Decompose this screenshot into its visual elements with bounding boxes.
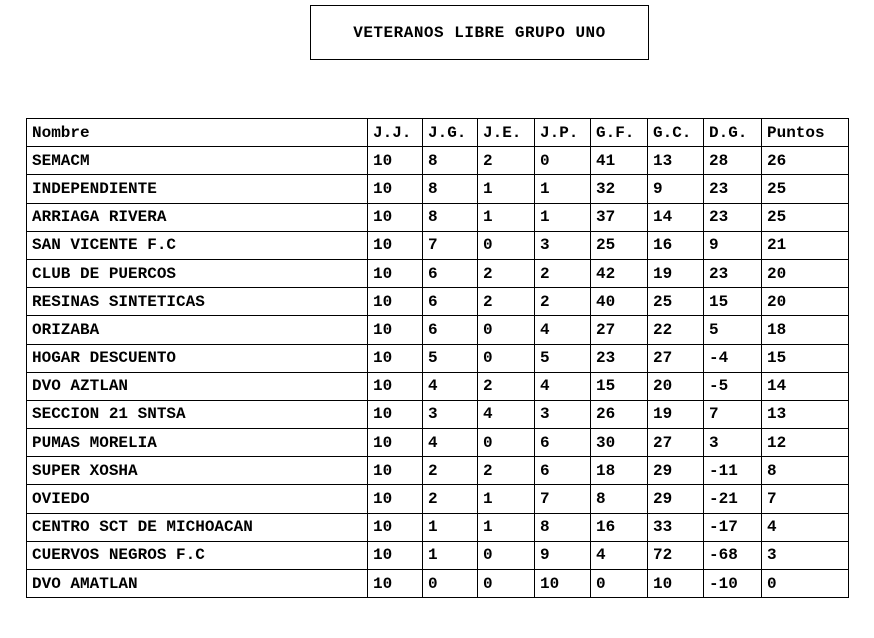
cell-puntos: 21 — [762, 231, 849, 259]
header-nombre: Nombre — [27, 119, 368, 147]
cell-jj: 10 — [368, 288, 423, 316]
cell-gc: 10 — [648, 570, 704, 598]
cell-jj: 10 — [368, 485, 423, 513]
cell-jj: 10 — [368, 231, 423, 259]
cell-dg: -21 — [704, 485, 762, 513]
cell-team-name: SAN VICENTE F.C — [27, 231, 368, 259]
cell-jg: 8 — [423, 147, 478, 175]
cell-jj: 10 — [368, 175, 423, 203]
cell-jj: 10 — [368, 400, 423, 428]
table-row — [27, 344, 849, 372]
cell-dg: 23 — [704, 175, 762, 203]
cell-jj: 10 — [368, 259, 423, 287]
cell-team-name: SUPER XOSHA — [27, 457, 368, 485]
cell-gc: 19 — [648, 259, 704, 287]
table-row — [27, 316, 849, 344]
cell-jp: 9 — [535, 541, 591, 569]
cell-team-name: OVIEDO — [27, 485, 368, 513]
table-row — [27, 203, 849, 231]
cell-jg: 3 — [423, 400, 478, 428]
cell-jp: 7 — [535, 485, 591, 513]
cell-team-name: DVO AZTLAN — [27, 372, 368, 400]
cell-puntos: 3 — [762, 541, 849, 569]
header-gf: G.F. — [591, 119, 648, 147]
cell-dg: -5 — [704, 372, 762, 400]
cell-dg: 28 — [704, 147, 762, 175]
table-row — [27, 175, 849, 203]
cell-jg: 6 — [423, 288, 478, 316]
cell-jg: 8 — [423, 203, 478, 231]
cell-dg: 5 — [704, 316, 762, 344]
cell-jp: 2 — [535, 288, 591, 316]
cell-jj: 10 — [368, 203, 423, 231]
cell-gc: 72 — [648, 541, 704, 569]
cell-jp: 4 — [535, 316, 591, 344]
page-title: VETERANOS LIBRE GRUPO UNO — [310, 5, 649, 60]
cell-puntos: 26 — [762, 147, 849, 175]
header-jp: J.P. — [535, 119, 591, 147]
cell-dg: -17 — [704, 513, 762, 541]
cell-team-name: SECCION 21 SNTSA — [27, 400, 368, 428]
cell-puntos: 4 — [762, 513, 849, 541]
cell-jp: 4 — [535, 372, 591, 400]
cell-gc: 27 — [648, 429, 704, 457]
table-row — [27, 372, 849, 400]
cell-dg: -11 — [704, 457, 762, 485]
cell-gf: 32 — [591, 175, 648, 203]
table-row — [27, 457, 849, 485]
cell-jp: 3 — [535, 400, 591, 428]
cell-gf: 27 — [591, 316, 648, 344]
header-puntos: Puntos — [762, 119, 849, 147]
cell-jj: 10 — [368, 372, 423, 400]
cell-puntos: 15 — [762, 344, 849, 372]
cell-jp: 0 — [535, 147, 591, 175]
cell-jj: 10 — [368, 429, 423, 457]
cell-jg: 8 — [423, 175, 478, 203]
cell-gc: 16 — [648, 231, 704, 259]
cell-jg: 6 — [423, 316, 478, 344]
table-row — [27, 513, 849, 541]
cell-dg: 15 — [704, 288, 762, 316]
cell-jg: 5 — [423, 344, 478, 372]
cell-je: 0 — [478, 541, 535, 569]
cell-je: 2 — [478, 147, 535, 175]
cell-jg: 4 — [423, 372, 478, 400]
cell-gf: 42 — [591, 259, 648, 287]
cell-gf: 25 — [591, 231, 648, 259]
header-jg: J.G. — [423, 119, 478, 147]
cell-jg: 2 — [423, 485, 478, 513]
cell-dg: -4 — [704, 344, 762, 372]
table-body — [27, 147, 849, 598]
table-row — [27, 259, 849, 287]
header-row — [27, 119, 849, 147]
cell-jg: 6 — [423, 259, 478, 287]
cell-je: 2 — [478, 259, 535, 287]
cell-puntos: 7 — [762, 485, 849, 513]
cell-jp: 1 — [535, 203, 591, 231]
table-row — [27, 485, 849, 513]
cell-jj: 10 — [368, 147, 423, 175]
cell-jj: 10 — [368, 457, 423, 485]
cell-gf: 16 — [591, 513, 648, 541]
cell-dg: 23 — [704, 203, 762, 231]
header-je: J.E. — [478, 119, 535, 147]
cell-je: 0 — [478, 344, 535, 372]
cell-jp: 8 — [535, 513, 591, 541]
table-row — [27, 429, 849, 457]
cell-jg: 7 — [423, 231, 478, 259]
cell-team-name: CLUB DE PUERCOS — [27, 259, 368, 287]
cell-dg: -68 — [704, 541, 762, 569]
cell-dg: -10 — [704, 570, 762, 598]
cell-team-name: CENTRO SCT DE MICHOACAN — [27, 513, 368, 541]
cell-dg: 23 — [704, 259, 762, 287]
table-row — [27, 288, 849, 316]
cell-gc: 22 — [648, 316, 704, 344]
cell-gf: 41 — [591, 147, 648, 175]
table-row — [27, 231, 849, 259]
cell-gc: 27 — [648, 344, 704, 372]
cell-gf: 26 — [591, 400, 648, 428]
cell-puntos: 18 — [762, 316, 849, 344]
cell-puntos: 25 — [762, 175, 849, 203]
cell-gf: 4 — [591, 541, 648, 569]
cell-gc: 14 — [648, 203, 704, 231]
cell-je: 0 — [478, 429, 535, 457]
cell-dg: 7 — [704, 400, 762, 428]
cell-jg: 2 — [423, 457, 478, 485]
table-row — [27, 570, 849, 598]
table-row — [27, 400, 849, 428]
table-row — [27, 541, 849, 569]
cell-jj: 10 — [368, 344, 423, 372]
cell-team-name: HOGAR DESCUENTO — [27, 344, 368, 372]
cell-puntos: 13 — [762, 400, 849, 428]
cell-puntos: 20 — [762, 288, 849, 316]
cell-jp: 3 — [535, 231, 591, 259]
cell-gf: 18 — [591, 457, 648, 485]
cell-gf: 40 — [591, 288, 648, 316]
cell-je: 2 — [478, 372, 535, 400]
cell-team-name: RESINAS SINTETICAS — [27, 288, 368, 316]
cell-gf: 23 — [591, 344, 648, 372]
cell-jp: 2 — [535, 259, 591, 287]
cell-je: 2 — [478, 288, 535, 316]
cell-puntos: 25 — [762, 203, 849, 231]
table-row — [27, 147, 849, 175]
cell-jp: 1 — [535, 175, 591, 203]
header-jj: J.J. — [368, 119, 423, 147]
cell-je: 1 — [478, 175, 535, 203]
header-gc: G.C. — [648, 119, 704, 147]
cell-team-name: DVO AMATLAN — [27, 570, 368, 598]
table-header — [27, 119, 849, 147]
cell-puntos: 14 — [762, 372, 849, 400]
cell-gf: 15 — [591, 372, 648, 400]
cell-gc: 29 — [648, 457, 704, 485]
cell-je: 0 — [478, 231, 535, 259]
cell-je: 1 — [478, 513, 535, 541]
cell-jg: 1 — [423, 513, 478, 541]
cell-gf: 8 — [591, 485, 648, 513]
cell-je: 2 — [478, 457, 535, 485]
cell-jg: 1 — [423, 541, 478, 569]
cell-gf: 0 — [591, 570, 648, 598]
cell-gc: 19 — [648, 400, 704, 428]
cell-jj: 10 — [368, 513, 423, 541]
cell-jg: 4 — [423, 429, 478, 457]
cell-jj: 10 — [368, 316, 423, 344]
cell-gc: 20 — [648, 372, 704, 400]
cell-team-name: ARRIAGA RIVERA — [27, 203, 368, 231]
header-dg: D.G. — [704, 119, 762, 147]
cell-je: 4 — [478, 400, 535, 428]
cell-je: 0 — [478, 316, 535, 344]
cell-jp: 10 — [535, 570, 591, 598]
cell-puntos: 8 — [762, 457, 849, 485]
cell-jj: 10 — [368, 541, 423, 569]
cell-team-name: CUERVOS NEGROS F.C — [27, 541, 368, 569]
cell-puntos: 12 — [762, 429, 849, 457]
cell-gf: 37 — [591, 203, 648, 231]
standings-table — [26, 118, 849, 598]
cell-team-name: ORIZABA — [27, 316, 368, 344]
cell-team-name: SEMACM — [27, 147, 368, 175]
cell-gc: 9 — [648, 175, 704, 203]
cell-dg: 3 — [704, 429, 762, 457]
cell-jg: 0 — [423, 570, 478, 598]
cell-jp: 5 — [535, 344, 591, 372]
cell-gf: 30 — [591, 429, 648, 457]
cell-je: 0 — [478, 570, 535, 598]
cell-team-name: INDEPENDIENTE — [27, 175, 368, 203]
cell-gc: 29 — [648, 485, 704, 513]
cell-dg: 9 — [704, 231, 762, 259]
cell-jj: 10 — [368, 570, 423, 598]
cell-jp: 6 — [535, 457, 591, 485]
cell-gc: 25 — [648, 288, 704, 316]
cell-puntos: 0 — [762, 570, 849, 598]
cell-puntos: 20 — [762, 259, 849, 287]
cell-gc: 13 — [648, 147, 704, 175]
cell-je: 1 — [478, 203, 535, 231]
cell-team-name: PUMAS MORELIA — [27, 429, 368, 457]
cell-jp: 6 — [535, 429, 591, 457]
cell-je: 1 — [478, 485, 535, 513]
cell-gc: 33 — [648, 513, 704, 541]
